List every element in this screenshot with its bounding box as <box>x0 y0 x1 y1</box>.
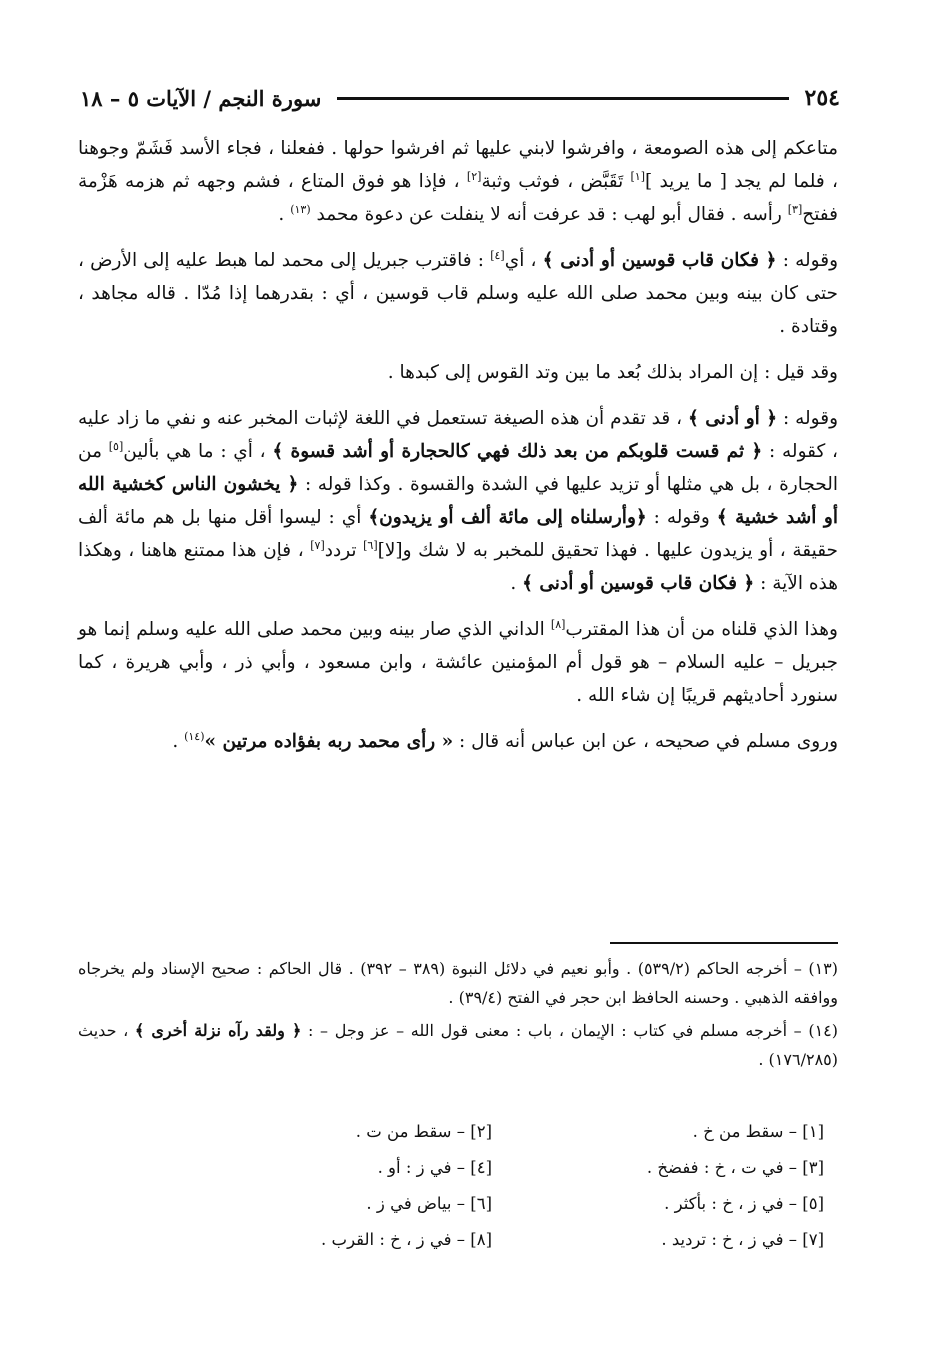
text-span: ، أي : ما هي بألين <box>123 441 273 462</box>
text-span: تردد <box>324 540 364 561</box>
paragraph-6 <box>78 725 838 758</box>
variant-ref: [٥] <box>108 439 124 453</box>
text-span: وقوله : <box>646 507 717 528</box>
variant-ref: [٢] <box>466 169 482 183</box>
text-span: أي : ليسوا أقل منها بل هم مائة ألف حقيقة ، أو يزيدون عليها . فهذا تحقيق للمخبر به لا شك و[لا] <box>78 507 838 561</box>
text-span: وقوله : <box>776 250 839 271</box>
quran-verse: ﴿ فكان قاب قوسين أو أدنى ﴾ <box>542 250 777 271</box>
text-span: الداني الذي صار بينه وبين محمد صلى الله عليه وسلم إنما هو جبريل – عليه السلام – هو قول أم المؤمنين عائشة ، وابن مسعود ، وأبي ذر ، وأبي هريرة ، كما سنورد أحاديثهم قريبًا إن شاء الله . <box>78 619 838 706</box>
quran-verse: ﴿ ولقد رآه نزلة أخرى ﴾ <box>134 1021 302 1040</box>
quran-verse: ﴿ فكان قاب قوسين أو أدنى ﴾ <box>522 573 755 594</box>
text-span: من الحجارة ، بل هي مثلها أو تزيد عليها في الشدة والقسوة . وكذا قوله : <box>78 441 838 495</box>
paragraph-3: وقد قيل : إن المراد بذلك بُعد ما بين وتد القوس إلى كبدها . <box>387 362 838 383</box>
footnote-14 <box>78 1016 838 1074</box>
text-span: . <box>172 731 185 752</box>
variant-ref: [١] <box>630 169 645 183</box>
hadith-quote: « رأى محمد ربه بفؤاده مرتين » <box>204 731 454 752</box>
text-span: وقوله : <box>777 408 839 429</box>
paragraph-1 <box>78 132 838 231</box>
variant-ref: [٣] <box>787 202 803 216</box>
header-rule <box>337 97 788 100</box>
main-text <box>78 132 838 771</box>
text-span: ، فإذا هو فوق المتاع ، فشم وجهه ثم هزمه هَزْمة ففتح <box>78 171 838 225</box>
variant-note: [١] – سقط من خ . <box>692 1122 824 1141</box>
quran-verse: ﴿ يخشون الناس كخشية الله أو أشد خشية ﴾ <box>78 474 839 528</box>
variant-ref: [٨] <box>550 617 566 631</box>
text-span: ، فإن هذا ممتنع هاهنا ، وهكذا هذه الآية : <box>78 540 838 594</box>
variant-note: [٢] – سقط من ت . <box>355 1122 492 1141</box>
paragraph-2 <box>78 244 838 343</box>
quran-verse: ﴿وأرسلناه إلى مائة ألف أو يزيدون﴾ <box>368 507 647 528</box>
manuscript-variants <box>200 1114 824 1258</box>
footnote-ref: (١٣) <box>290 202 311 216</box>
running-title: سورة النجم / الآيات ٥ – ١٨ <box>80 85 322 111</box>
text-span: . <box>278 204 291 225</box>
variant-note: [٦] – بياض في ز . <box>366 1194 492 1213</box>
variant-ref: [٦] <box>363 538 378 552</box>
text-span: (١٤) – أخرجه مسلم في كتاب : الإيمان ، باب : معنى قول الله – عز وجل – : <box>301 1021 838 1040</box>
footnote-ref: (١٤) <box>184 729 205 743</box>
text-span: وهذا الذي قلناه من أن هذا المقترب <box>565 619 838 640</box>
variant-note: [٤] – في ز : أو . <box>377 1158 492 1177</box>
page-header <box>80 78 840 118</box>
footnote-13: (١٣) – أخرجه الحاكم (٥٣٩/٢) . وأبو نعيم في دلائل النبوة (٣٨٩ – ٣٩٢) . قال الحاكم : صحيح الإسناد ولم يخرجاه ووافقه الذهبي . وحسنه الحافظ ابن حجر في الفتح (٣٩/٤) . <box>78 959 839 1007</box>
variant-note: [٨] – في ز ، خ : القرب . <box>321 1230 492 1249</box>
text-span: وروى مسلم في صحيحه ، عن ابن عباس أنه قال : <box>453 731 838 752</box>
quran-verse: ﴿ ثم قست قلوبكم من بعد ذلك فهي كالحجارة أو أشد قسوة ﴾ <box>272 441 763 462</box>
text-span: : فاقترب جبريل إلى محمد لما هبط عليه إلى الأرض ، حتى كان بينه وبين محمد صلى الله عليه وسلم قاب قوسين ، أي : بقدرهما إذا مُدّا . قاله مجاهد ، وقتادة . <box>78 250 838 337</box>
text-span: ، قد تقدم أن هذه الصيغة تستعمل في اللغة لإثبات المخبر عنه و نفي ما زاد عليه ، كقوله : <box>78 408 839 462</box>
quran-verse: ﴿ أو أدنى ﴾ <box>687 408 778 429</box>
text-span: متاعكم إلى هذه الصومعة ، وافرشوا لابني عليها ثم افرشوا حولها . ففعلنا ، فجاء الأسد فَشَمّ وجوهنا ، فلما لم يجد [ ما يريد ] <box>78 138 838 192</box>
paragraph-4 <box>78 402 838 600</box>
text-span: رأسه . فقال أبو لهب : قد عرفت أنه لا ينفلت عن دعوة محمد <box>316 204 788 225</box>
variant-note: [٧] – في ز ، خ : ترديد . <box>661 1230 824 1249</box>
text-span: ، أي <box>504 250 543 271</box>
footnote-rule <box>610 942 838 944</box>
footnotes <box>78 954 838 1078</box>
page-number: ٢٥٤ <box>804 85 840 111</box>
text-span: تَقَبَّض ، فوثب وثبة <box>481 171 631 192</box>
text-span: . <box>510 573 523 594</box>
paragraph-5 <box>78 613 838 712</box>
variant-ref: [٧] <box>310 538 325 552</box>
variant-note: [٥] – في ز ، خ : بأكثر . <box>664 1194 824 1213</box>
text-span: ، حديث (١٧٦/٢٨٥) . <box>78 1021 838 1069</box>
variant-note: [٣] – في ت ، خ : ففضخ . <box>646 1158 824 1177</box>
variant-ref: [٤] <box>490 248 505 262</box>
